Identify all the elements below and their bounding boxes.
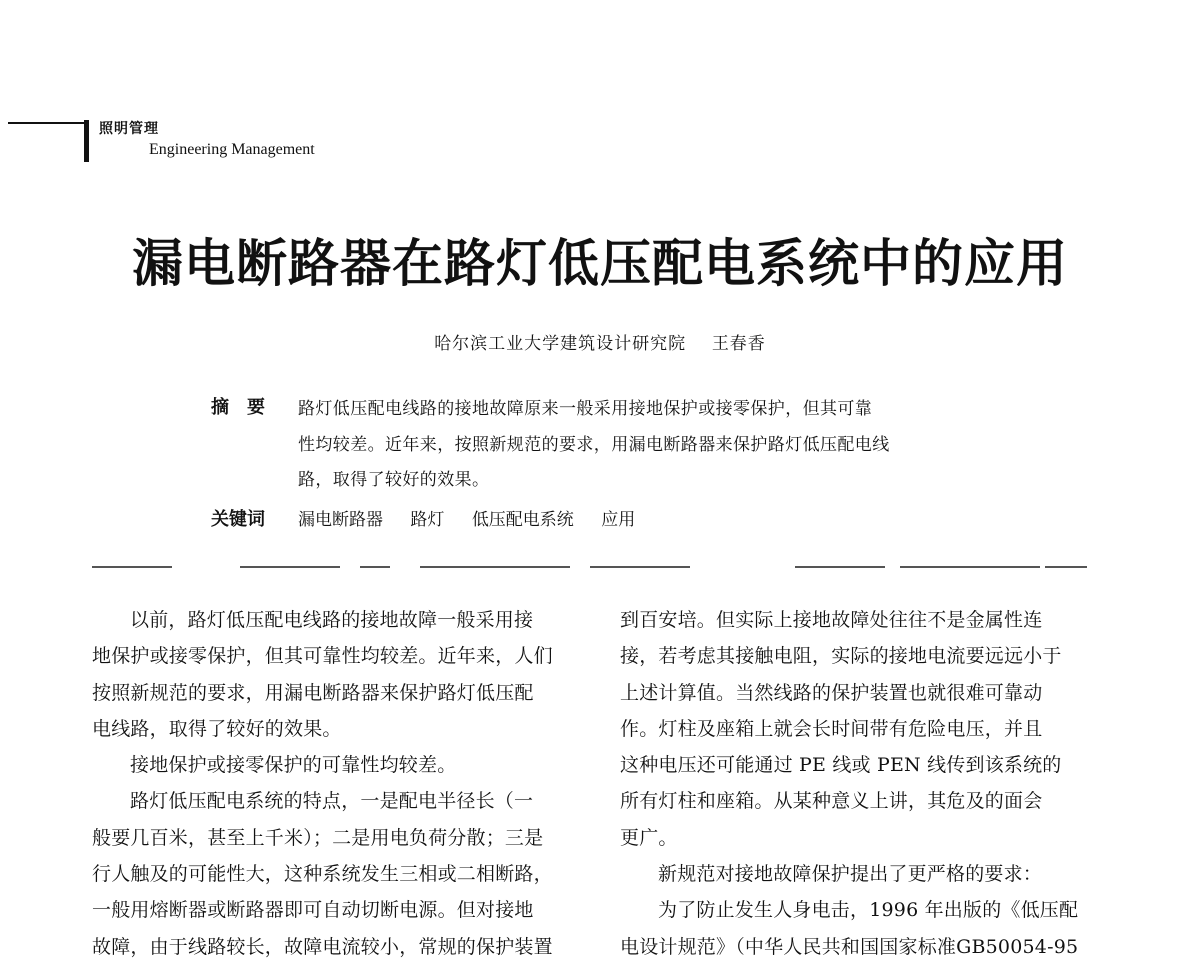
abstract-line: 性均较差。近年来，按照新规范的要求，用漏电断路器来保护路灯低压配电线 — [298, 434, 890, 455]
body-line: 更广。 — [620, 826, 678, 849]
separator-segment — [92, 566, 172, 568]
article-title: 漏电断路器在路灯低压配电系统中的应用 — [131, 235, 1068, 294]
keywords-label: 关键词 — [211, 509, 265, 530]
byline — [0, 329, 1200, 354]
author: 王春香 — [711, 334, 766, 354]
body-line: 般要几百米，甚至上千米）；二是用电负荷分散；三是 — [92, 826, 544, 849]
keyword: 漏电断路器 — [298, 510, 383, 530]
body-line: 路灯低压配电系统的特点，一是配电半径长（一 — [130, 790, 534, 813]
separator-segment — [900, 566, 1040, 568]
abstract-text — [298, 392, 988, 499]
body-line: 地保护或接零保护，但其可靠性均较差。近年来，人们 — [92, 645, 553, 668]
separator-segment — [1045, 566, 1087, 568]
body-line: 电设计规范》（中华人民共和国国家标准GB50054-95 — [620, 935, 1079, 958]
body-line: 以前，路灯低压配电线路的接地故障一般采用接 — [130, 609, 534, 631]
body-line: 到百安培。但实际上接地故障处往往不是金属性连 — [620, 609, 1043, 631]
body-line: 作。灯柱及座箱上就会长时间带有危险电压，并且 — [620, 717, 1043, 740]
body-line: 故障，由于线路较长，故障电流较小，常规的保护装置 — [92, 935, 553, 958]
keyword: 应用 — [601, 510, 636, 530]
header-bar — [84, 120, 89, 162]
affiliation: 哈尔滨工业大学建筑设计研究院 — [434, 334, 687, 354]
body-line: 接，若考虑其接触电阻，实际的接地电流要远远小于 — [620, 645, 1062, 668]
section-label-cn: 照明管理 — [99, 121, 159, 137]
abstract-line: 路，取得了较好的效果。 — [298, 470, 490, 490]
separator-segment — [240, 566, 340, 568]
separator-segment — [590, 566, 690, 568]
body-line: 这种电压还可能通过 PE 线或 PEN 线传到该系统的 — [620, 754, 1062, 777]
body-line: 上述计算值。当然线路的保护装置也就很难可靠动 — [620, 681, 1043, 704]
section-label-en: Engineering Management — [149, 141, 315, 158]
body-column-right — [620, 602, 1108, 965]
body-line: 新规范对接地故障保护提出了更严格的要求： — [658, 863, 1043, 886]
body-line: 一般用熔断器或断路器即可自动切断电源。但对接地 — [92, 899, 534, 922]
separator-segment — [795, 566, 885, 568]
body-line: 行人触及的可能性大，这种系统发生三相或二相断路， — [92, 863, 553, 886]
body-column-left — [92, 602, 580, 965]
header-rule — [8, 122, 88, 124]
body-line: 接地保护或接零保护的可靠性均较差。 — [130, 754, 457, 777]
keyword: 低压配电系统 — [471, 510, 574, 530]
separator-segment — [420, 566, 570, 568]
keyword: 路灯 — [410, 510, 445, 530]
body-line: 按照新规范的要求，用漏电断路器来保护路灯低压配 — [92, 681, 534, 704]
abstract-line: 路灯低压配电线路的接地故障原来一般采用接地保护或接零保护，但其可靠 — [298, 399, 873, 419]
keywords-list — [298, 505, 657, 530]
body-line: 所有灯柱和座箱。从某种意义上讲，其危及的面会 — [620, 790, 1043, 813]
body-line: 为了防止发生人身电击，1996 年出版的《低压配 — [658, 899, 1079, 922]
abstract-label: 摘 要 — [211, 397, 265, 418]
body-line: 电线路，取得了较好的效果。 — [92, 717, 342, 740]
separator-segment — [360, 566, 390, 568]
